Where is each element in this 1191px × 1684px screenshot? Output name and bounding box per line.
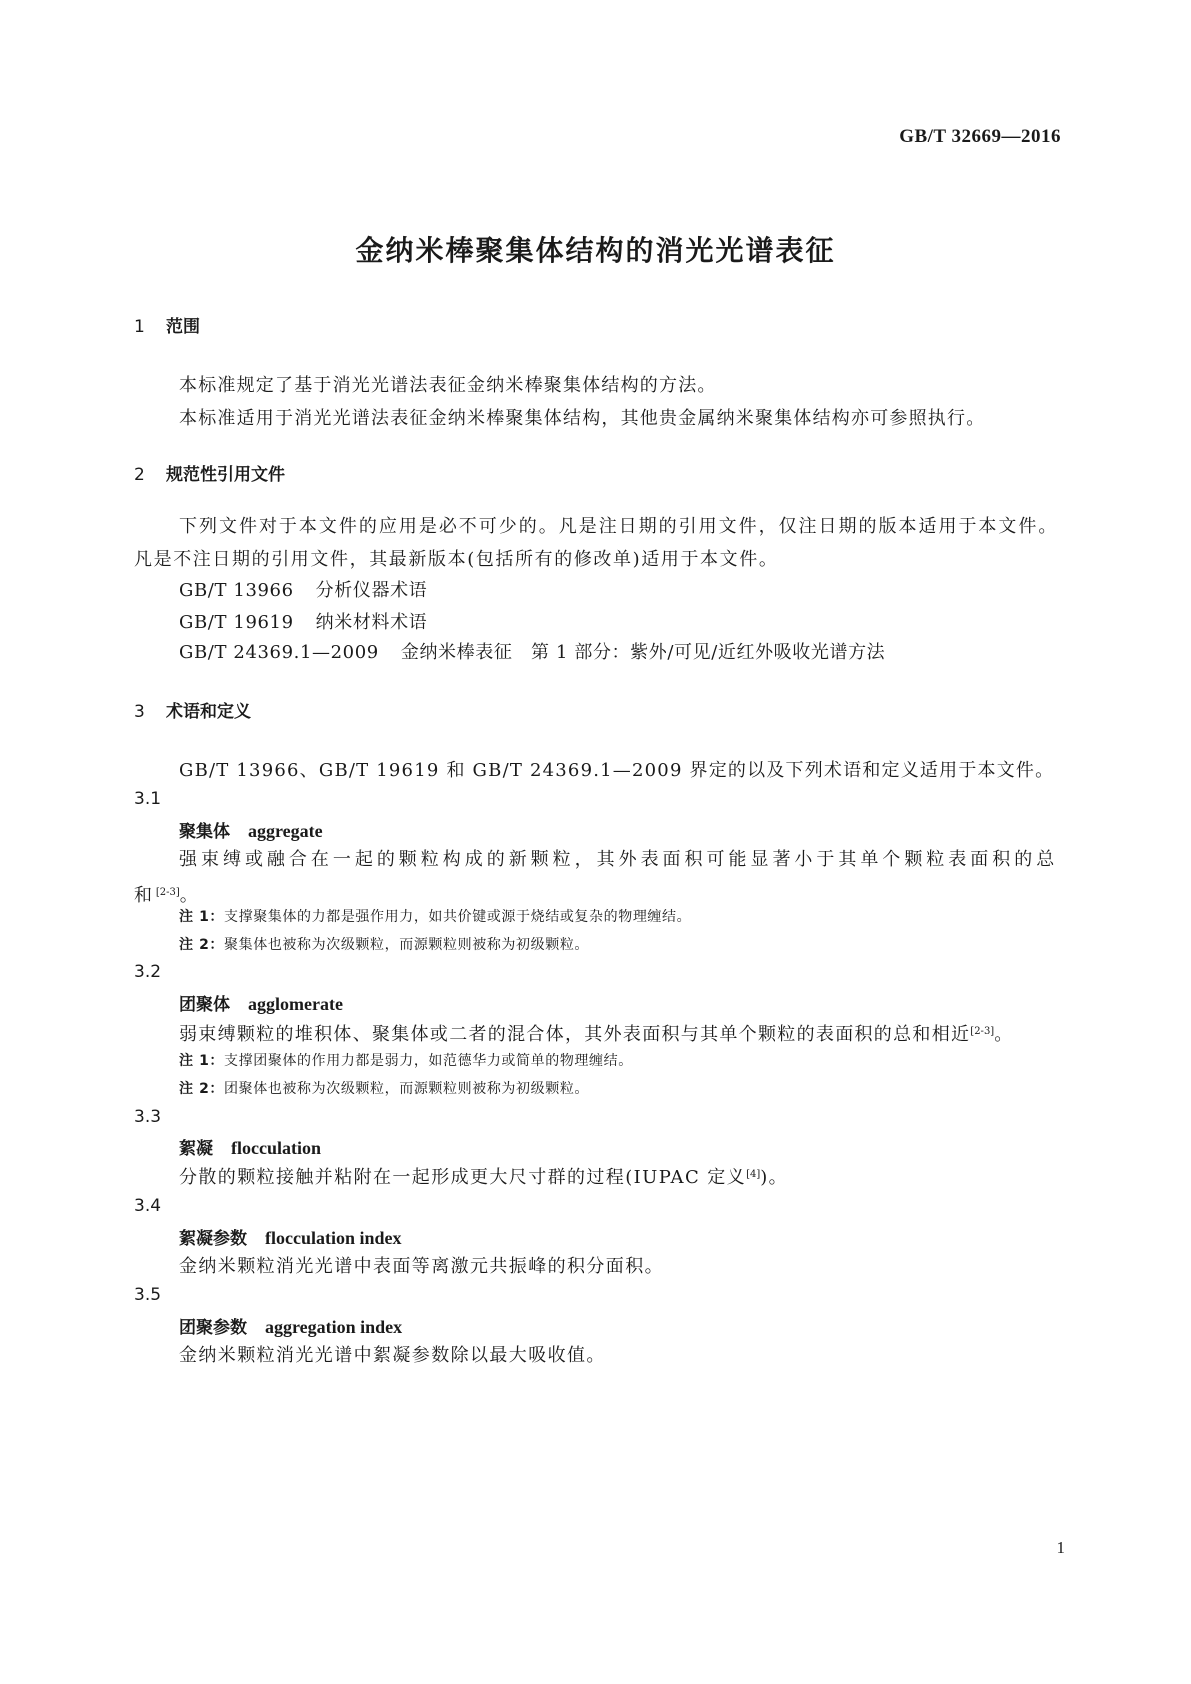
section-title: 规范性引用文件 bbox=[166, 465, 285, 485]
term-english: aggregate bbox=[248, 821, 323, 841]
citation: [4] bbox=[746, 1169, 761, 1180]
references-intro: 下列文件对于本文件的应用是必不可少的。凡是注日期的引用文件，仅注日期的版本适用于本文件。凡是不注日期的引用文件，其最新版本(包括所有的修改单)适用于本文件。 bbox=[134, 516, 1058, 570]
term-note bbox=[179, 1050, 633, 1070]
note-label: 注 1： bbox=[179, 1053, 225, 1069]
term-english: agglomerate bbox=[248, 994, 343, 1014]
term-chinese: 团聚体 bbox=[179, 995, 230, 1015]
term-english: flocculation index bbox=[265, 1228, 402, 1248]
scope-paragraph-2: 本标准适用于消光光谱法表征金纳米棒聚集体结构，其他贵金属纳米聚集体结构亦可参照执行。 bbox=[179, 408, 986, 429]
term-chinese: 絮凝 bbox=[179, 1139, 213, 1159]
document-title: 金纳米棒聚集体结构的消光光谱表征 bbox=[355, 234, 836, 267]
reference-title: 分析仪器术语 bbox=[315, 580, 428, 601]
reference-item bbox=[179, 608, 427, 634]
term-definition: 分散的颗粒接触并粘附在一起形成更大尺寸群的过程(IUPAC 定义[4])。 bbox=[179, 1167, 789, 1188]
reference-code: GB/T 13966 bbox=[179, 580, 294, 601]
section-title: 术语和定义 bbox=[166, 702, 251, 722]
section-1-heading bbox=[134, 312, 200, 337]
standard-code: GB/T 32669—2016 bbox=[899, 126, 1061, 147]
note-text: 聚集体也被称为次级颗粒，而源颗粒则被称为初级颗粒。 bbox=[224, 937, 590, 953]
section-title: 范围 bbox=[166, 317, 200, 337]
note-label: 注 2： bbox=[179, 937, 225, 953]
term-number: 3.4 bbox=[134, 1196, 162, 1216]
term-heading bbox=[179, 990, 343, 1015]
terms-intro: GB/T 13966、GB/T 19619 和 GB/T 24369.1—2009 界定的以及下列术语和定义适用于本文件。 bbox=[179, 760, 1055, 781]
section-number: 3 bbox=[134, 702, 145, 722]
term-english: aggregation index bbox=[265, 1317, 403, 1337]
note-text: 支撑团聚体的作用力都是弱力，如范德华力或简单的物理缠结。 bbox=[224, 1053, 633, 1069]
term-note bbox=[179, 934, 589, 954]
reference-code: GB/T 19619 bbox=[179, 612, 294, 633]
reference-item bbox=[179, 576, 427, 602]
citation: [2-3] bbox=[970, 1026, 995, 1037]
term-number: 3.2 bbox=[134, 962, 162, 982]
term-heading bbox=[179, 1134, 321, 1159]
term-english: flocculation bbox=[231, 1138, 321, 1158]
term-definition: 金纳米颗粒消光光谱中表面等离激元共振峰的积分面积。 bbox=[179, 1256, 664, 1277]
section-number: 1 bbox=[134, 317, 145, 337]
term-heading bbox=[179, 1313, 402, 1338]
note-text: 支撑聚集体的力都是强作用力，如共价键或源于烧结或复杂的物理缠结。 bbox=[224, 909, 692, 925]
term-chinese: 絮凝参数 bbox=[179, 1229, 247, 1249]
citation: [2-3] bbox=[155, 887, 180, 898]
section-2-heading bbox=[134, 460, 285, 485]
term-definition: 强束缚或融合在一起的颗粒构成的新颗粒，其外表面积可能显著小于其单个颗粒表面积的总和[2-3]。 bbox=[134, 849, 1058, 906]
term-number: 3.5 bbox=[134, 1285, 162, 1305]
term-chinese: 团聚参数 bbox=[179, 1318, 247, 1338]
reference-code: GB/T 24369.1—2009 bbox=[179, 642, 379, 663]
term-note bbox=[179, 1078, 589, 1098]
reference-title: 纳米材料术语 bbox=[315, 612, 428, 633]
term-definition: 弱束缚颗粒的堆积体、聚集体或二者的混合体，其外表面积与其单个颗粒的表面积的总和相近[2-3]。 bbox=[179, 1024, 1014, 1045]
note-label: 注 1： bbox=[179, 909, 225, 925]
scope-paragraph-1: 本标准规定了基于消光光谱法表征金纳米棒聚集体结构的方法。 bbox=[179, 375, 717, 396]
term-number: 3.3 bbox=[134, 1107, 162, 1127]
term-note bbox=[179, 906, 691, 926]
section-number: 2 bbox=[134, 465, 145, 485]
note-text: 团聚体也被称为次级颗粒，而源颗粒则被称为初级颗粒。 bbox=[224, 1081, 590, 1097]
reference-title: 金纳米棒表征 第 1 部分：紫外/可见/近红外吸收光谱方法 bbox=[400, 642, 886, 663]
term-heading bbox=[179, 817, 323, 842]
term-number: 3.1 bbox=[134, 789, 162, 809]
reference-item bbox=[179, 638, 885, 664]
term-definition: 金纳米颗粒消光光谱中絮凝参数除以最大吸收值。 bbox=[179, 1345, 606, 1366]
term-heading bbox=[179, 1224, 402, 1249]
term-chinese: 聚集体 bbox=[179, 822, 230, 842]
page-number: 1 bbox=[1056, 1538, 1065, 1557]
note-label: 注 2： bbox=[179, 1081, 225, 1097]
section-3-heading bbox=[134, 697, 251, 722]
